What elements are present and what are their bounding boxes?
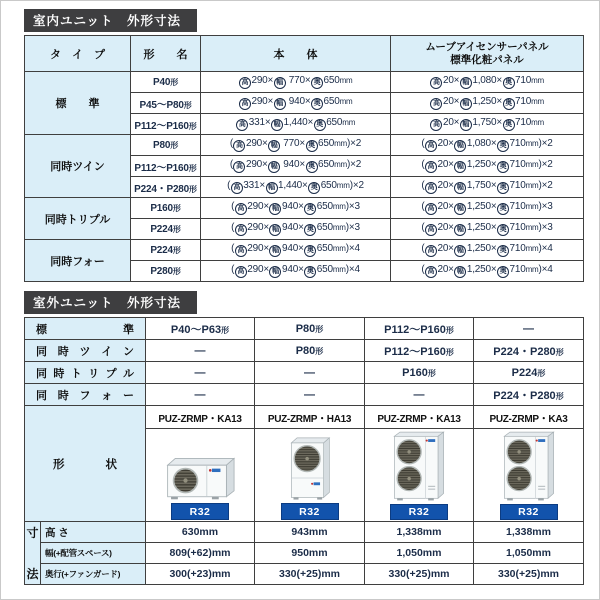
indoor-body-dimensions-cell: ( 高 290× 幅 940× 奥 650mm)×4 <box>201 261 391 282</box>
indoor-header-body: 本 体 <box>201 36 391 72</box>
dim-marker-icon: 奥 <box>304 245 316 257</box>
dim-marker-icon: 高 <box>430 98 442 110</box>
outdoor-capacity-cell: P224・P280形 <box>474 384 584 406</box>
outdoor-dimension-value: 330(+25)mm <box>255 564 365 585</box>
outdoor-capacity-cell: — <box>146 362 255 384</box>
indoor-panel-dimensions-cell: 高 20× 幅 1,080× 奥 710mm <box>391 72 584 93</box>
dim-marker-icon: 幅 <box>269 266 281 278</box>
indoor-body-dimensions-cell: ( 高 290× 幅 940× 奥 650mm)×3 <box>201 219 391 240</box>
dim-marker-icon: 奥 <box>304 266 316 278</box>
outdoor-capacity-cell: — <box>474 318 584 340</box>
dim-marker-icon: 奥 <box>497 245 509 257</box>
outdoor-model-row <box>25 406 584 429</box>
dim-marker-icon: 奥 <box>314 119 326 131</box>
outdoor-capacity-cell: — <box>365 384 474 406</box>
indoor-panel-dimensions-cell: ( 高 20× 幅 1,250× 奥 710mm)×2 <box>391 156 584 177</box>
indoor-table-row <box>25 135 584 156</box>
dim-marker-icon: 幅 <box>266 182 278 194</box>
outdoor-capacity-cell: P40〜P63形 <box>146 318 255 340</box>
outdoor-unit-image <box>386 430 452 502</box>
outdoor-dimension-value: 950mm <box>255 543 365 564</box>
dim-marker-icon: 幅 <box>274 77 286 89</box>
dim-marker-icon: 幅 <box>454 182 466 194</box>
outdoor-dimension-label: 幅(+配管スペース) <box>41 543 146 564</box>
indoor-body-dimensions-cell: 高 290× 幅 940× 奥 650mm <box>201 93 391 114</box>
outdoor-section-title: 室外ユニット 外形寸法 <box>24 291 197 314</box>
dim-marker-icon: 幅 <box>268 161 280 173</box>
dim-marker-icon: 高 <box>231 182 243 194</box>
dim-marker-icon: 奥 <box>304 224 316 236</box>
indoor-panel-dimensions-cell: 高 20× 幅 1,750× 奥 710mm <box>391 114 584 135</box>
dim-marker-icon: 高 <box>425 266 437 278</box>
indoor-model-cell: P112〜P160形 <box>131 114 201 135</box>
outdoor-capacity-row <box>25 384 584 406</box>
dim-marker-icon: 高 <box>430 77 442 89</box>
outdoor-model-name: PUZ-ZRMP・KA13 <box>146 406 255 429</box>
dim-marker-icon: 奥 <box>497 203 509 215</box>
indoor-body-dimensions-cell: ( 高 290× 幅 940× 奥 650mm)×3 <box>201 198 391 219</box>
dim-marker-icon: 奥 <box>304 203 316 215</box>
dim-marker-icon: 高 <box>235 266 247 278</box>
r32-badge: R32 <box>390 504 448 520</box>
dim-marker-icon: 奥 <box>497 161 509 173</box>
dim-marker-icon: 高 <box>239 77 251 89</box>
outdoor-capacity-cell: — <box>146 340 255 362</box>
outdoor-dimension-value: 809(+62)mm <box>146 543 255 564</box>
outdoor-capacity-cell: P160形 <box>365 362 474 384</box>
outdoor-capacity-row <box>25 362 584 384</box>
outdoor-dimension-label: 高 さ <box>41 522 146 543</box>
indoor-panel-dimensions-cell: 高 20× 幅 1,250× 奥 710mm <box>391 93 584 114</box>
outdoor-dimension-value: 1,050mm <box>474 543 584 564</box>
outdoor-model-name: PUZ-ZRMP・KA3 <box>474 406 584 429</box>
dim-marker-icon: 幅 <box>269 245 281 257</box>
indoor-body-dimensions-cell: ( 高 331× 幅 1,440× 奥 650mm)×2 <box>201 177 391 198</box>
indoor-section-title: 室内ユニット 外形寸法 <box>24 9 197 32</box>
dim-marker-icon: 高 <box>233 140 245 152</box>
r32-badge: R32 <box>500 504 558 520</box>
indoor-model-cell: P112〜P160形 <box>131 156 201 177</box>
dim-marker-icon: 奥 <box>503 77 515 89</box>
dim-marker-icon: 奥 <box>311 98 323 110</box>
outdoor-dimension-row <box>25 543 584 564</box>
indoor-header-panel-line1: ムーブアイセンサーパネル <box>425 40 549 53</box>
outdoor-capacity-cell: — <box>146 384 255 406</box>
dim-marker-icon: 幅 <box>271 119 283 131</box>
outdoor-unit-image <box>285 435 335 501</box>
dim-marker-icon: 奥 <box>497 266 509 278</box>
dim-marker-icon: 幅 <box>268 140 280 152</box>
dim-marker-icon: 奥 <box>497 224 509 236</box>
dim-marker-icon: 幅 <box>454 161 466 173</box>
outdoor-dimension-value: 630mm <box>146 522 255 543</box>
indoor-model-cell: P80形 <box>131 135 201 156</box>
dim-marker-icon: 幅 <box>460 98 472 110</box>
outdoor-dimension-row <box>25 564 584 585</box>
dim-marker-icon: 高 <box>235 203 247 215</box>
outdoor-type-label: 同 時 ツ イ ン <box>25 340 146 362</box>
indoor-panel-dimensions-cell: ( 高 20× 幅 1,750× 奥 710mm)×2 <box>391 177 584 198</box>
dim-marker-icon: 幅 <box>454 245 466 257</box>
dim-marker-icon: 幅 <box>269 224 281 236</box>
outdoor-unit-cell <box>474 429 584 522</box>
outdoor-capacity-cell: P224・P280形 <box>474 340 584 362</box>
dim-marker-icon: 幅 <box>460 119 472 131</box>
outdoor-dimension-value: 1,338mm <box>474 522 584 543</box>
indoor-panel-dimensions-cell: ( 高 20× 幅 1,250× 奥 710mm)×3 <box>391 219 584 240</box>
indoor-type-label: 標 準 <box>25 72 131 135</box>
indoor-model-cell: P224形 <box>131 219 201 240</box>
indoor-header-type: タ イ プ <box>25 36 131 72</box>
dim-marker-icon: 幅 <box>454 203 466 215</box>
outdoor-capacity-cell: P80形 <box>255 340 365 362</box>
outdoor-dimension-value: 300(+23)mm <box>146 564 255 585</box>
r32-badge: R32 <box>281 503 339 520</box>
outdoor-unit-cell <box>365 429 474 522</box>
outdoor-capacity-cell: P80形 <box>255 318 365 340</box>
indoor-panel-dimensions-cell: ( 高 20× 幅 1,250× 奥 710mm)×4 <box>391 240 584 261</box>
indoor-model-cell: P160形 <box>131 198 201 219</box>
indoor-model-cell: P224・P280形 <box>131 177 201 198</box>
outdoor-unit-image <box>162 455 238 501</box>
outdoor-model-name: PUZ-ZRMP・KA13 <box>365 406 474 429</box>
outdoor-dimension-value: 1,050mm <box>365 543 474 564</box>
outdoor-capacity-cell: P112〜P160形 <box>365 318 474 340</box>
outdoor-capacity-cell: — <box>255 384 365 406</box>
outdoor-dimension-value: 330(+25)mm <box>474 564 584 585</box>
outdoor-capacity-cell: P112〜P160形 <box>365 340 474 362</box>
outdoor-type-label: 標 準 <box>25 318 146 340</box>
dim-marker-icon: 奥 <box>497 182 509 194</box>
outdoor-capacity-row <box>25 340 584 362</box>
indoor-table-row <box>25 240 584 261</box>
indoor-table-row <box>25 198 584 219</box>
catalog-sheet <box>24 9 583 585</box>
dim-marker-icon: 奥 <box>503 98 515 110</box>
dim-marker-icon: 幅 <box>454 224 466 236</box>
dim-marker-icon: 高 <box>233 161 245 173</box>
outdoor-capacity-cell: — <box>255 362 365 384</box>
dim-marker-icon: 高 <box>425 140 437 152</box>
outdoor-dimensions-table <box>24 317 584 585</box>
indoor-panel-dimensions-cell: ( 高 20× 幅 1,080× 奥 710mm)×2 <box>391 135 584 156</box>
indoor-type-label: 同時フォー <box>25 240 131 282</box>
outdoor-capacity-cell: P224形 <box>474 362 584 384</box>
dim-marker-icon: 高 <box>239 98 251 110</box>
dim-marker-icon: 幅 <box>269 203 281 215</box>
dim-marker-icon: 奥 <box>308 182 320 194</box>
indoor-header-panel <box>391 36 584 72</box>
outdoor-unit-image <box>496 430 562 502</box>
dim-marker-icon: 奥 <box>311 77 323 89</box>
indoor-dimensions-table <box>24 35 584 282</box>
dim-marker-icon: 高 <box>425 182 437 194</box>
indoor-body-dimensions-cell: ( 高 290× 幅 940× 奥 650mm)×2 <box>201 156 391 177</box>
indoor-panel-dimensions-cell: ( 高 20× 幅 1,250× 奥 710mm)×4 <box>391 261 584 282</box>
dim-marker-icon: 高 <box>236 119 248 131</box>
outdoor-dimension-value: 330(+25)mm <box>365 564 474 585</box>
outdoor-type-label: 同 時 ト リ プ ル <box>25 362 146 384</box>
dim-marker-icon: 幅 <box>460 77 472 89</box>
dim-marker-icon: 奥 <box>503 119 515 131</box>
outdoor-capacity-row <box>25 318 584 340</box>
outdoor-dimension-label: 奥行(+ファンガード) <box>41 564 146 585</box>
indoor-model-cell: P45〜P80形 <box>131 93 201 114</box>
indoor-header-model: 形 名 <box>131 36 201 72</box>
outdoor-dimension-row <box>25 522 584 543</box>
indoor-body-dimensions-cell: ( 高 290× 幅 940× 奥 650mm)×4 <box>201 240 391 261</box>
r32-badge: R32 <box>171 503 229 520</box>
outdoor-model-name: PUZ-ZRMP・HA13 <box>255 406 365 429</box>
indoor-model-cell: P280形 <box>131 261 201 282</box>
indoor-table-row <box>25 72 584 93</box>
outdoor-type-label: 同 時 フ ォ ー <box>25 384 146 406</box>
dim-marker-icon: 高 <box>425 161 437 173</box>
dim-marker-icon: 幅 <box>454 266 466 278</box>
indoor-body-dimensions-cell: ( 高 290× 幅 770× 奥 650mm)×2 <box>201 135 391 156</box>
outdoor-unit-cell <box>255 429 365 522</box>
dim-marker-icon: 高 <box>425 224 437 236</box>
indoor-panel-dimensions-cell: ( 高 20× 幅 1,250× 奥 710mm)×3 <box>391 198 584 219</box>
indoor-body-dimensions-cell: 高 290× 幅 770× 奥 650mm <box>201 72 391 93</box>
dim-marker-icon: 高 <box>430 119 442 131</box>
dim-marker-icon: 高 <box>425 245 437 257</box>
dim-marker-icon: 高 <box>235 245 247 257</box>
indoor-model-cell: P40形 <box>131 72 201 93</box>
dim-marker-icon: 幅 <box>454 140 466 152</box>
indoor-header-panel-line2: 標準化粧パネル <box>450 53 524 66</box>
outdoor-unit-cell <box>146 429 255 522</box>
dim-marker-icon: 幅 <box>274 98 286 110</box>
outdoor-dimension-value: 1,338mm <box>365 522 474 543</box>
outdoor-dimensions-vertical-label: 寸 法 <box>25 522 41 585</box>
indoor-model-cell: P224形 <box>131 240 201 261</box>
outdoor-shape-label: 形 状 <box>25 406 146 522</box>
dim-marker-icon: 奥 <box>306 161 318 173</box>
dim-marker-icon: 高 <box>425 203 437 215</box>
indoor-type-label: 同時ツイン <box>25 135 131 198</box>
indoor-type-label: 同時トリプル <box>25 198 131 240</box>
dim-marker-icon: 奥 <box>306 140 318 152</box>
outdoor-dimension-value: 943mm <box>255 522 365 543</box>
dim-marker-icon: 奥 <box>497 140 509 152</box>
indoor-body-dimensions-cell: 高 331× 幅 1,440× 奥 650mm <box>201 114 391 135</box>
dim-marker-icon: 高 <box>235 224 247 236</box>
